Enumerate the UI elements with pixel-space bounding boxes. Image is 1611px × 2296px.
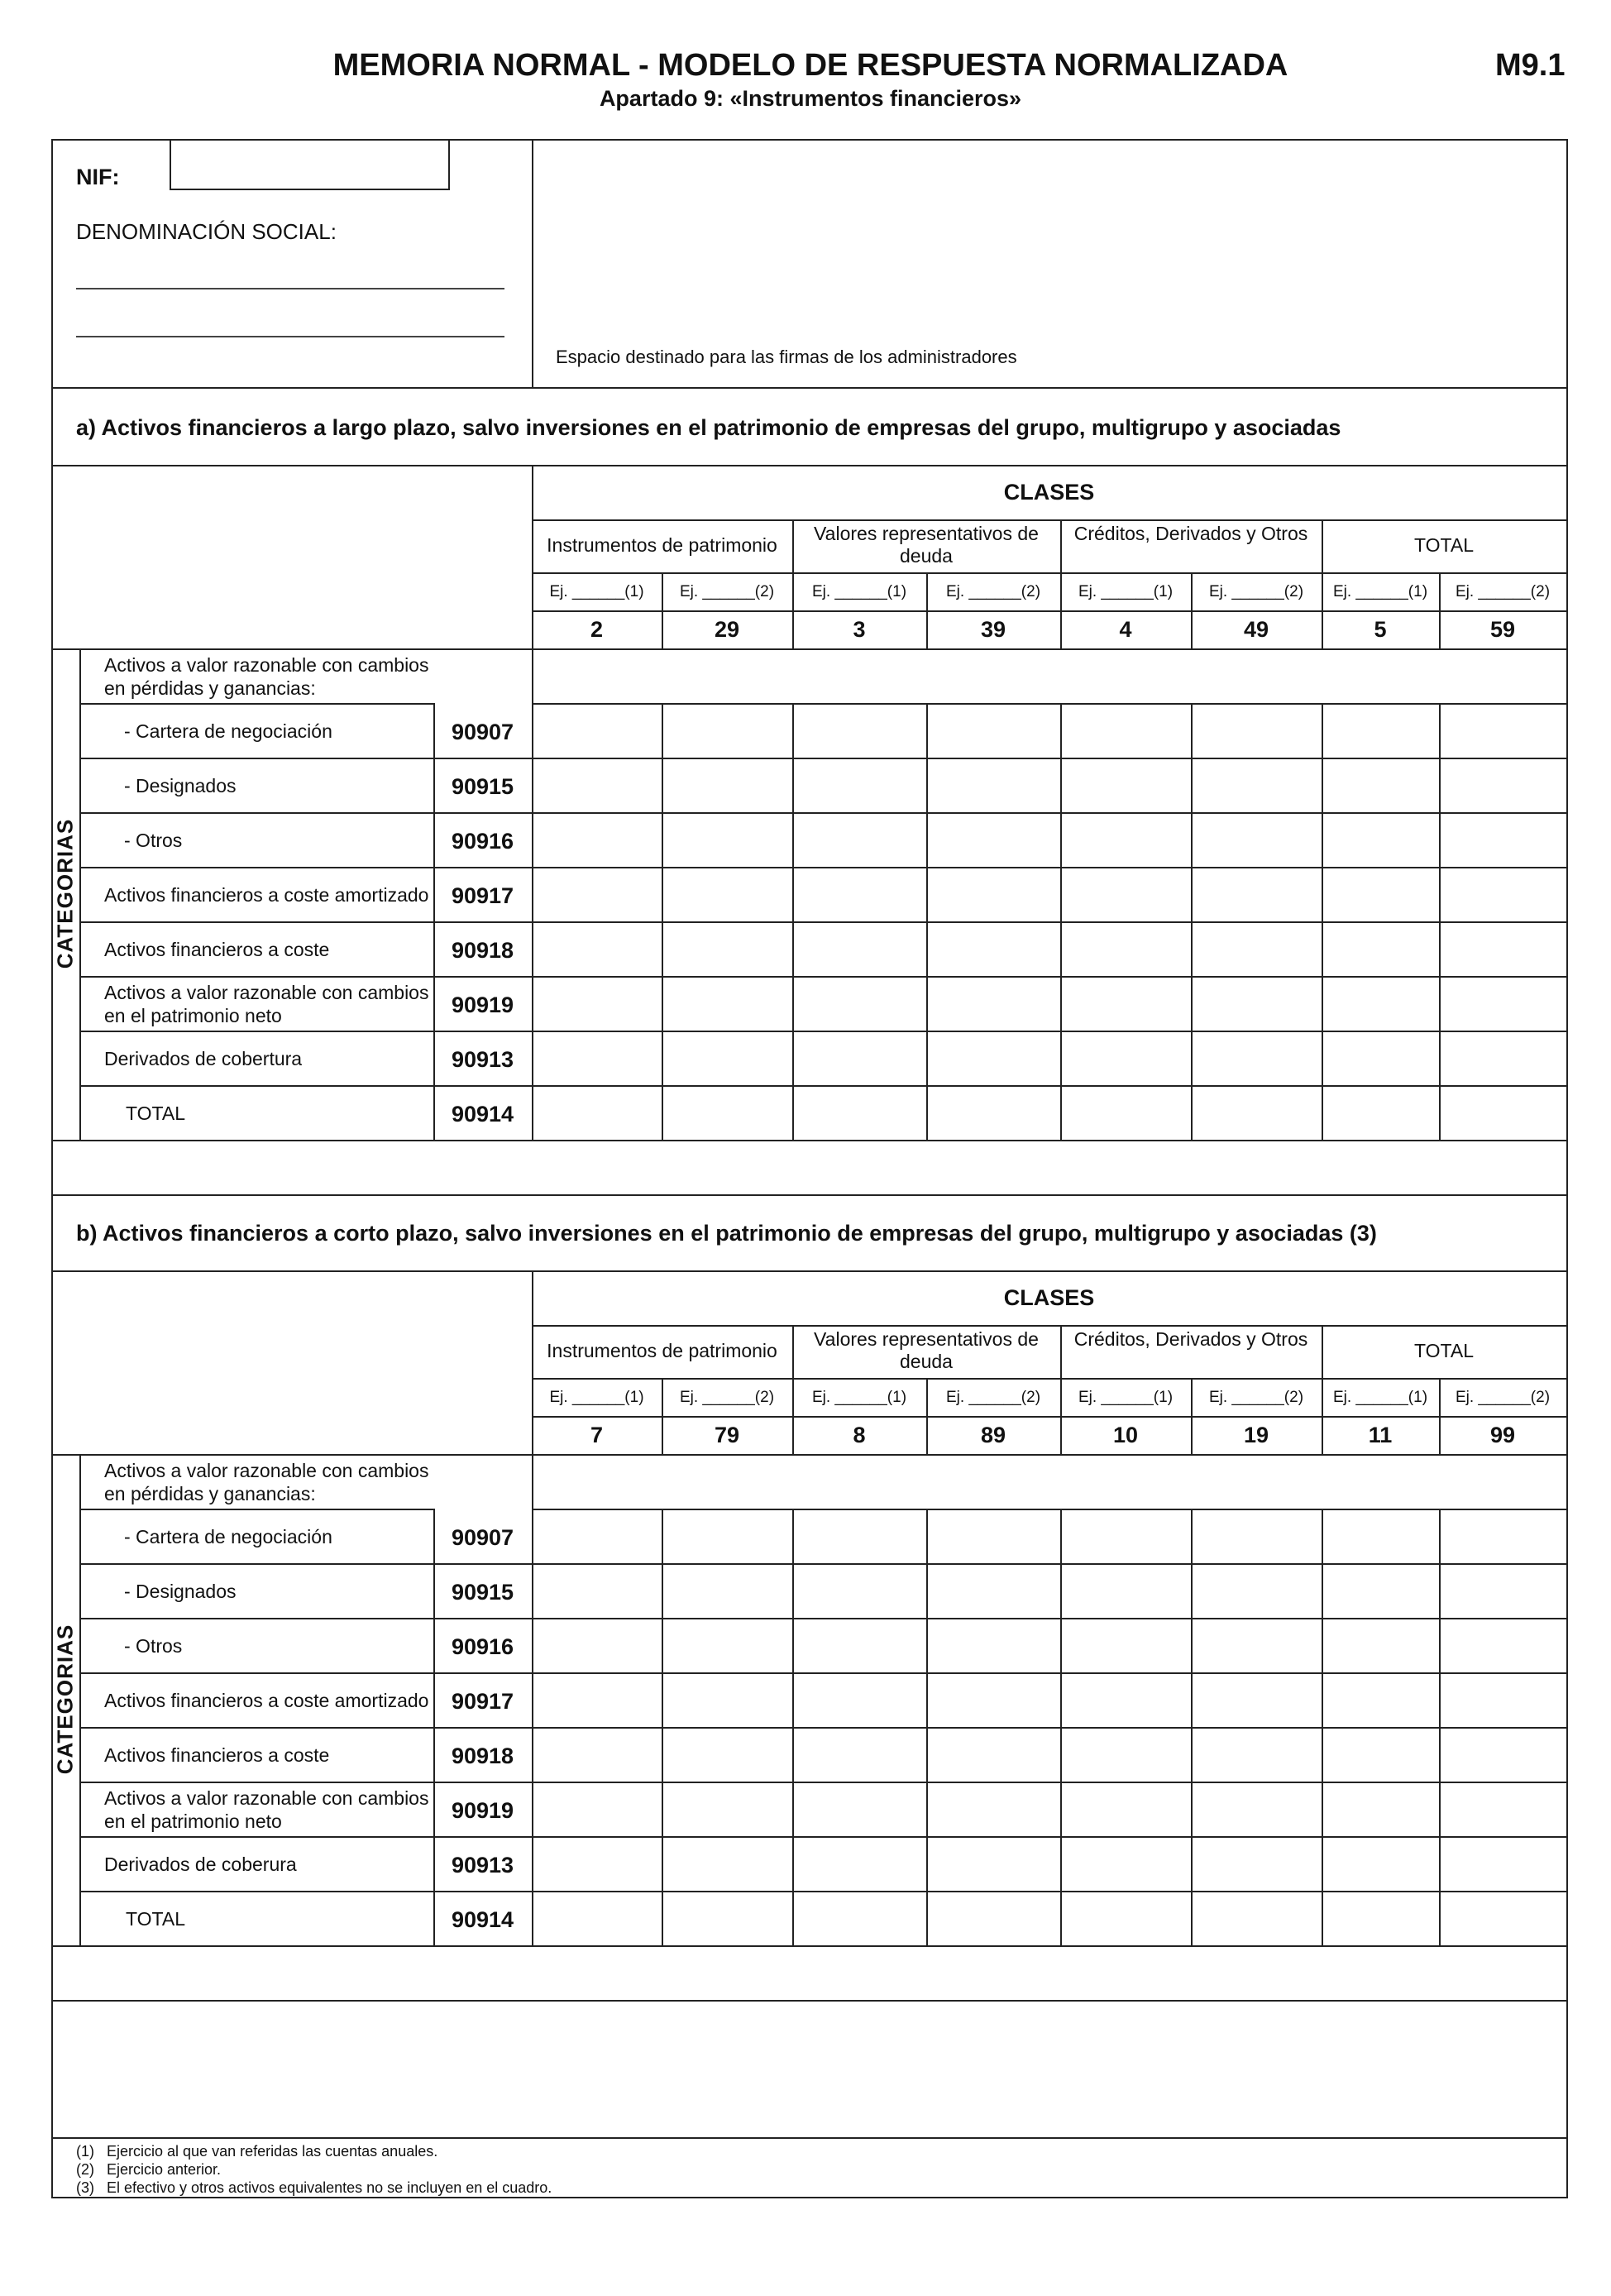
- section_b-data-cell[interactable]: [663, 1619, 791, 1672]
- section_a-data-cell[interactable]: [663, 978, 791, 1030]
- table-rule: [1439, 1509, 1441, 1945]
- section_a-row-label: Derivados de cobertura: [104, 1048, 303, 1069]
- section_b-data-cell[interactable]: [1062, 1892, 1190, 1944]
- section_b-data-cell[interactable]: [663, 1674, 791, 1726]
- divider: [51, 1194, 1566, 1196]
- section_a-data-cell[interactable]: [794, 1032, 925, 1084]
- section_b-ej-label-5: Ej. ______(2): [1208, 1389, 1304, 1406]
- section_b-column-code-4: 10: [1112, 1423, 1139, 1447]
- section_a-data-cell[interactable]: [928, 1087, 1059, 1139]
- table-rule: [532, 519, 1566, 521]
- section_b-ej-label-0: Ej. ______(1): [549, 1389, 644, 1406]
- section_a-row-code: 90915: [451, 774, 514, 799]
- section_a-data-cell[interactable]: [928, 705, 1059, 757]
- section_a-data-cell[interactable]: [1323, 759, 1438, 811]
- section_a-data-cell[interactable]: [533, 814, 661, 866]
- section_b-row-label: - Otros: [124, 1635, 183, 1657]
- table-rule: [926, 1378, 928, 1454]
- section_b-group-label: Activos a valor razonable con cambios en pérdidas y ganancias:: [104, 1460, 429, 1504]
- section_b-data-cell[interactable]: [1193, 1619, 1321, 1672]
- section_a-ej-label-5: Ej. ______(2): [1208, 583, 1304, 600]
- section_a-ej-label-2: Ej. ______(1): [811, 583, 907, 600]
- section_a-data-cell[interactable]: [1062, 978, 1190, 1030]
- section_b-data-cell[interactable]: [1062, 1674, 1190, 1726]
- section_b-data-cell[interactable]: [1323, 1838, 1438, 1890]
- section_a-data-cell[interactable]: [794, 1087, 925, 1139]
- section_b-ej-label-1: Ej. ______(2): [679, 1389, 775, 1406]
- section_a-data-cell[interactable]: [1323, 1032, 1438, 1084]
- section_a-data-cell[interactable]: [1062, 868, 1190, 921]
- section_b-data-cell[interactable]: [663, 1510, 791, 1562]
- section_a-column-code-1: 29: [714, 617, 740, 642]
- section_a-data-cell[interactable]: [663, 759, 791, 811]
- section_a-group-label: Activos a valor razonable con cambios en pérdidas y ganancias:: [104, 654, 429, 699]
- section_b-row-code: 90917: [451, 1689, 514, 1714]
- section_a-data-cell[interactable]: [928, 1032, 1059, 1084]
- table-rule: [1322, 703, 1323, 1140]
- section_b-data-cell[interactable]: [1193, 1838, 1321, 1890]
- section_a-class-header-0: Instrumentos de patrimonio: [547, 534, 777, 556]
- section_a-data-cell[interactable]: [1193, 1087, 1321, 1139]
- section_a-data-cell[interactable]: [1441, 978, 1566, 1030]
- section_a-data-cell[interactable]: [533, 923, 661, 975]
- section_b-row-code: 90914: [451, 1907, 514, 1932]
- section_b-row-label: Activos a valor razonable con cambios en el patrimonio neto: [104, 1787, 429, 1832]
- section_a-data-cell[interactable]: [533, 868, 661, 921]
- section_a-data-cell[interactable]: [1193, 759, 1321, 811]
- table-rule: [51, 1454, 1566, 1456]
- section_b-column-code-3: 89: [980, 1423, 1006, 1447]
- section_b-data-cell[interactable]: [1323, 1619, 1438, 1672]
- section_a-column-code-6: 5: [1374, 617, 1387, 642]
- section_a-data-cell[interactable]: [533, 1032, 661, 1084]
- section_a-data-cell[interactable]: [1062, 705, 1190, 757]
- table-rule: [1322, 519, 1323, 648]
- section_b-data-cell[interactable]: [533, 1892, 661, 1944]
- section_b-row-label: Activos financieros a coste amortizado: [104, 1690, 429, 1711]
- section_b-row-code: 90916: [451, 1634, 514, 1659]
- section_b-data-cell[interactable]: [794, 1729, 925, 1781]
- section_a-data-cell[interactable]: [1323, 814, 1438, 866]
- section_a-data-cell[interactable]: [1323, 923, 1438, 975]
- table-rule: [1060, 703, 1062, 1140]
- section_a-data-cell[interactable]: [1062, 759, 1190, 811]
- section_b-data-cell[interactable]: [1441, 1783, 1566, 1835]
- section_a-data-cell[interactable]: [1441, 868, 1566, 921]
- table-rule: [1191, 1378, 1193, 1454]
- section_b-data-cell[interactable]: [1441, 1674, 1566, 1726]
- nif-input-box[interactable]: [170, 141, 450, 190]
- section_b-data-cell[interactable]: [533, 1838, 661, 1890]
- denomination-line-1[interactable]: [76, 288, 504, 289]
- section_b-data-cell[interactable]: [794, 1892, 925, 1944]
- section_b-row-code: 90907: [451, 1525, 514, 1550]
- section_b-ej-label-2: Ej. ______(1): [811, 1389, 907, 1406]
- section_b-data-cell[interactable]: [1441, 1838, 1566, 1890]
- section_a-row-label: - Designados: [124, 775, 237, 796]
- section_a-data-cell[interactable]: [1193, 1032, 1321, 1084]
- section-b-heading: b) Activos financieros a corto plazo, salvo inversiones en el patrimonio de empresas del grupo, multigrupo y asociadas (3): [76, 1221, 1377, 1246]
- table-rule: [792, 703, 794, 1140]
- section_a-data-cell[interactable]: [1062, 923, 1190, 975]
- section_a-ej-label-4: Ej. ______(1): [1078, 583, 1174, 600]
- section_b-data-cell[interactable]: [1193, 1674, 1321, 1726]
- section_b-data-cell[interactable]: [533, 1510, 661, 1562]
- table-rule: [1439, 572, 1441, 648]
- table-rule: [926, 572, 928, 648]
- nif-label: NIF:: [76, 165, 120, 189]
- table-rule: [1439, 703, 1441, 1140]
- table-rule: [1060, 1509, 1062, 1945]
- section_b-data-cell[interactable]: [1193, 1892, 1321, 1944]
- section_b-data-cell[interactable]: [928, 1674, 1059, 1726]
- divider: [51, 1270, 1566, 1272]
- section_b-row-label: Derivados de coberura: [104, 1854, 297, 1875]
- table-rule: [1322, 1509, 1323, 1945]
- section_a-data-cell[interactable]: [663, 705, 791, 757]
- section_a-data-cell[interactable]: [1441, 1032, 1566, 1084]
- model-code: M9.1: [1495, 48, 1566, 83]
- section_a-data-cell[interactable]: [1323, 978, 1438, 1030]
- section_a-data-cell[interactable]: [663, 814, 791, 866]
- section_a-data-cell[interactable]: [794, 868, 925, 921]
- section_b-ej-label-7: Ej. ______(2): [1455, 1389, 1551, 1406]
- section_a-column-code-3: 39: [980, 617, 1006, 642]
- section_b-row-code: 90913: [451, 1853, 514, 1877]
- section_b-data-cell[interactable]: [1441, 1619, 1566, 1672]
- section_b-class-header-1: Valores representativos de deuda: [814, 1328, 1039, 1372]
- section_a-row-label: Activos a valor razonable con cambios en el patrimonio neto: [104, 982, 429, 1026]
- section_a-data-cell[interactable]: [928, 868, 1059, 921]
- section_b-row-code: 90919: [451, 1798, 514, 1823]
- section_b-data-cell[interactable]: [794, 1510, 925, 1562]
- table-rule: [79, 1509, 433, 1510]
- section_b-ej-label-3: Ej. ______(2): [945, 1389, 1041, 1406]
- section_a-data-cell[interactable]: [1193, 814, 1321, 866]
- section_b-column-code-5: 19: [1243, 1423, 1269, 1447]
- section_b-ej-label-4: Ej. ______(1): [1078, 1389, 1174, 1406]
- table-rule: [79, 703, 433, 705]
- section_a-ej-label-3: Ej. ______(2): [945, 583, 1041, 600]
- section_a-row-code: 90907: [451, 720, 514, 744]
- section_a-column-code-2: 3: [853, 617, 866, 642]
- section_b-class-header-2: Créditos, Derivados y Otros: [1073, 1328, 1308, 1350]
- section_a-ej-label-0: Ej. ______(1): [549, 583, 644, 600]
- section_b-data-cell[interactable]: [1441, 1892, 1566, 1944]
- section_a-class-header-1: Valores representativos de deuda: [814, 523, 1039, 567]
- table-rule: [926, 703, 928, 1140]
- section_b-ej-label-6: Ej. ______(1): [1332, 1389, 1428, 1406]
- section_a-row-label: - Cartera de negociación: [124, 720, 332, 742]
- table-rule: [1060, 1325, 1062, 1454]
- section_a-row-label: Activos financieros a coste: [104, 939, 330, 960]
- section_a-data-cell[interactable]: [1062, 814, 1190, 866]
- section_b-data-cell[interactable]: [663, 1729, 791, 1781]
- table-rule: [79, 648, 81, 1140]
- denomination-label: DENOMINACIÓN SOCIAL:: [76, 219, 337, 244]
- section_a-ej-label-1: Ej. ______(2): [679, 583, 775, 600]
- table-rule: [532, 1416, 1566, 1418]
- section_b-data-cell[interactable]: [1062, 1838, 1190, 1890]
- table-rule: [532, 572, 1566, 574]
- section_b-column-code-7: 99: [1489, 1423, 1516, 1447]
- table-rule: [1191, 572, 1193, 648]
- section_b-column-code-0: 7: [590, 1423, 604, 1447]
- table-rule: [79, 1454, 81, 1945]
- section_a-class-header-2: Créditos, Derivados y Otros: [1073, 523, 1308, 544]
- table-rule: [51, 1945, 1566, 1947]
- table-rule: [1060, 519, 1062, 648]
- section_a-row-label: TOTAL: [126, 1103, 185, 1124]
- section_a-column-code-7: 59: [1489, 617, 1516, 642]
- section_a-data-cell[interactable]: [663, 923, 791, 975]
- section_b-class-header-0: Instrumentos de patrimonio: [547, 1340, 777, 1361]
- table-rule: [792, 519, 794, 648]
- section_b-data-cell[interactable]: [533, 1674, 661, 1726]
- section_b-data-cell[interactable]: [1062, 1619, 1190, 1672]
- footnote-1: (1) Ejercicio al que van referidas las cuentas anuales.: [76, 2143, 438, 2160]
- section_a-data-cell[interactable]: [794, 814, 925, 866]
- signature-space-label: Espacio destinado para las firmas de los administradores: [556, 347, 1017, 367]
- section_b-data-cell[interactable]: [1323, 1892, 1438, 1944]
- section_b-data-cell[interactable]: [1323, 1783, 1438, 1835]
- section_a-data-cell[interactable]: [1441, 1087, 1566, 1139]
- section_a-row-code: 90914: [451, 1102, 514, 1126]
- section_b-data-cell[interactable]: [794, 1783, 925, 1835]
- form-title: MEMORIA NORMAL - MODELO DE RESPUESTA NORMALIZADA: [332, 48, 1288, 83]
- section_b-row-code: 90915: [451, 1580, 514, 1605]
- table-rule: [662, 1509, 663, 1945]
- section_a-row-label: - Otros: [124, 830, 183, 851]
- table-rule: [1439, 1378, 1441, 1454]
- section_b-data-cell[interactable]: [663, 1565, 791, 1617]
- section_b-data-cell[interactable]: [794, 1565, 925, 1617]
- section_a-data-cell[interactable]: [928, 923, 1059, 975]
- section_a-data-cell[interactable]: [663, 868, 791, 921]
- section_a-data-cell[interactable]: [1323, 868, 1438, 921]
- table-rule: [51, 1140, 1566, 1141]
- table-rule: [792, 1509, 794, 1945]
- section_b-data-cell[interactable]: [1323, 1674, 1438, 1726]
- table-rule: [532, 1378, 1566, 1380]
- section_a-data-cell[interactable]: [1323, 1087, 1438, 1139]
- section_a-data-cell[interactable]: [533, 705, 661, 757]
- section_b-data-cell[interactable]: [928, 1510, 1059, 1562]
- section_a-row-label: Activos financieros a coste amortizado: [104, 884, 429, 906]
- section_b-data-cell[interactable]: [1062, 1729, 1190, 1781]
- table-rule: [662, 572, 663, 648]
- section_a-data-cell[interactable]: [794, 923, 925, 975]
- section_a-data-cell[interactable]: [533, 978, 661, 1030]
- section_b-data-cell[interactable]: [1193, 1729, 1321, 1781]
- section_a-data-cell[interactable]: [1062, 1087, 1190, 1139]
- section_a-data-cell[interactable]: [533, 1087, 661, 1139]
- footnotes: [76, 2142, 552, 2197]
- denomination-line-2[interactable]: [76, 336, 504, 337]
- section_a-data-cell[interactable]: [794, 705, 925, 757]
- footnote-3: (3) El efectivo y otros activos equivalentes no se incluyen en el cuadro.: [76, 2179, 552, 2196]
- section_a-data-cell[interactable]: [1193, 705, 1321, 757]
- section_b-data-cell[interactable]: [928, 1892, 1059, 1944]
- section_a-row-code: 90917: [451, 883, 514, 908]
- table-rule: [51, 648, 1566, 650]
- section_a-column-code-0: 2: [590, 617, 604, 642]
- section_a-class-header-3: TOTAL: [1414, 534, 1474, 556]
- section_a-categories-label: CATEGORIAS: [52, 818, 78, 969]
- section_b-row-label: - Designados: [124, 1581, 237, 1602]
- section_a-data-cell[interactable]: [928, 759, 1059, 811]
- section_b-data-cell[interactable]: [928, 1838, 1059, 1890]
- section_a-column-code-4: 4: [1119, 617, 1132, 642]
- section_b-data-cell[interactable]: [533, 1565, 661, 1617]
- section_a-data-cell[interactable]: [1323, 705, 1438, 757]
- section_a-data-cell[interactable]: [1193, 923, 1321, 975]
- section_b-data-cell[interactable]: [1441, 1565, 1566, 1617]
- section_b-row-label: - Cartera de negociación: [124, 1526, 332, 1547]
- section_a-data-cell[interactable]: [663, 1087, 791, 1139]
- table-rule: [532, 1325, 1566, 1327]
- section_b-data-cell[interactable]: [1062, 1783, 1190, 1835]
- section_a-data-cell[interactable]: [928, 978, 1059, 1030]
- section_a-data-cell[interactable]: [1193, 868, 1321, 921]
- section_a-row-code: 90919: [451, 993, 514, 1017]
- divider: [51, 2000, 1566, 2002]
- section_a-data-cell[interactable]: [794, 759, 925, 811]
- section_b-categories-label: CATEGORIAS: [52, 1624, 78, 1775]
- section_b-data-cell[interactable]: [1193, 1783, 1321, 1835]
- section_b-column-code-6: 11: [1368, 1423, 1393, 1447]
- section_b-data-cell[interactable]: [663, 1892, 791, 1944]
- divider: [51, 2137, 1566, 2139]
- section_b-column-code-1: 79: [714, 1423, 740, 1447]
- section_a-data-cell[interactable]: [794, 978, 925, 1030]
- section_b-data-cell[interactable]: [1323, 1565, 1438, 1617]
- section_b-clases-label: CLASES: [1003, 1285, 1095, 1310]
- section_a-ej-label-7: Ej. ______(2): [1455, 583, 1551, 600]
- form-subtitle: Apartado 9: «Instrumentos financieros»: [599, 86, 1022, 111]
- section_a-clases-label: CLASES: [1003, 480, 1095, 505]
- table-rule: [926, 1509, 928, 1945]
- section_a-data-cell[interactable]: [1441, 814, 1566, 866]
- section_b-row-label: TOTAL: [126, 1908, 185, 1930]
- table-rule: [532, 610, 1566, 612]
- section_a-data-cell[interactable]: [1062, 1032, 1190, 1084]
- table-rule: [792, 1325, 794, 1454]
- section_b-data-cell[interactable]: [1441, 1729, 1566, 1781]
- section_b-class-header-3: TOTAL: [1414, 1340, 1474, 1361]
- section_a-ej-label-6: Ej. ______(1): [1332, 583, 1428, 600]
- section_a-row-code: 90913: [451, 1047, 514, 1072]
- section-a-heading: a) Activos financieros a largo plazo, salvo inversiones en el patrimonio de empresas del grupo, multigrupo y asociadas: [76, 415, 1341, 440]
- section_b-data-cell[interactable]: [533, 1619, 661, 1672]
- section_b-data-cell[interactable]: [794, 1674, 925, 1726]
- section_a-row-code: 90918: [451, 938, 514, 963]
- section_b-data-cell[interactable]: [1323, 1729, 1438, 1781]
- section_b-data-cell[interactable]: [928, 1783, 1059, 1835]
- section_a-data-cell[interactable]: [1441, 759, 1566, 811]
- section_a-data-cell[interactable]: [928, 814, 1059, 866]
- section_a-data-cell[interactable]: [663, 1032, 791, 1084]
- section_b-data-cell[interactable]: [1193, 1565, 1321, 1617]
- table-rule: [1191, 703, 1193, 1140]
- section_b-data-cell[interactable]: [1323, 1510, 1438, 1562]
- section_a-row-code: 90916: [451, 829, 514, 854]
- section_b-data-cell[interactable]: [663, 1838, 791, 1890]
- section_b-data-cell[interactable]: [1441, 1510, 1566, 1562]
- section_a-data-cell[interactable]: [533, 759, 661, 811]
- footnote-2: (2) Ejercicio anterior.: [76, 2161, 222, 2178]
- table-rule: [662, 1378, 663, 1454]
- section_b-data-cell[interactable]: [663, 1783, 791, 1835]
- section_b-data-cell[interactable]: [928, 1619, 1059, 1672]
- table-rule: [1322, 1325, 1323, 1454]
- section_a-data-cell[interactable]: [1441, 923, 1566, 975]
- section_b-data-cell[interactable]: [1062, 1510, 1190, 1562]
- table-rule: [662, 703, 663, 1140]
- section_a-data-cell[interactable]: [1193, 978, 1321, 1030]
- section_b-row-label: Activos financieros a coste: [104, 1744, 330, 1766]
- section_b-data-cell[interactable]: [794, 1619, 925, 1672]
- section_b-row-code: 90918: [451, 1744, 514, 1768]
- table-rule: [1191, 1509, 1193, 1945]
- id-divider: [532, 139, 533, 389]
- section_b-data-cell[interactable]: [794, 1838, 925, 1890]
- section_b-data-cell[interactable]: [533, 1729, 661, 1781]
- section_b-column-code-2: 8: [853, 1423, 866, 1447]
- section_b-data-cell[interactable]: [533, 1783, 661, 1835]
- section_b-data-cell[interactable]: [1193, 1510, 1321, 1562]
- section_b-data-cell[interactable]: [1062, 1565, 1190, 1617]
- section_a-data-cell[interactable]: [1441, 705, 1566, 757]
- section_b-data-cell[interactable]: [928, 1729, 1059, 1781]
- section_b-data-cell[interactable]: [928, 1565, 1059, 1617]
- divider: [51, 387, 1566, 389]
- divider: [51, 465, 1566, 466]
- section_a-column-code-5: 49: [1243, 617, 1269, 642]
